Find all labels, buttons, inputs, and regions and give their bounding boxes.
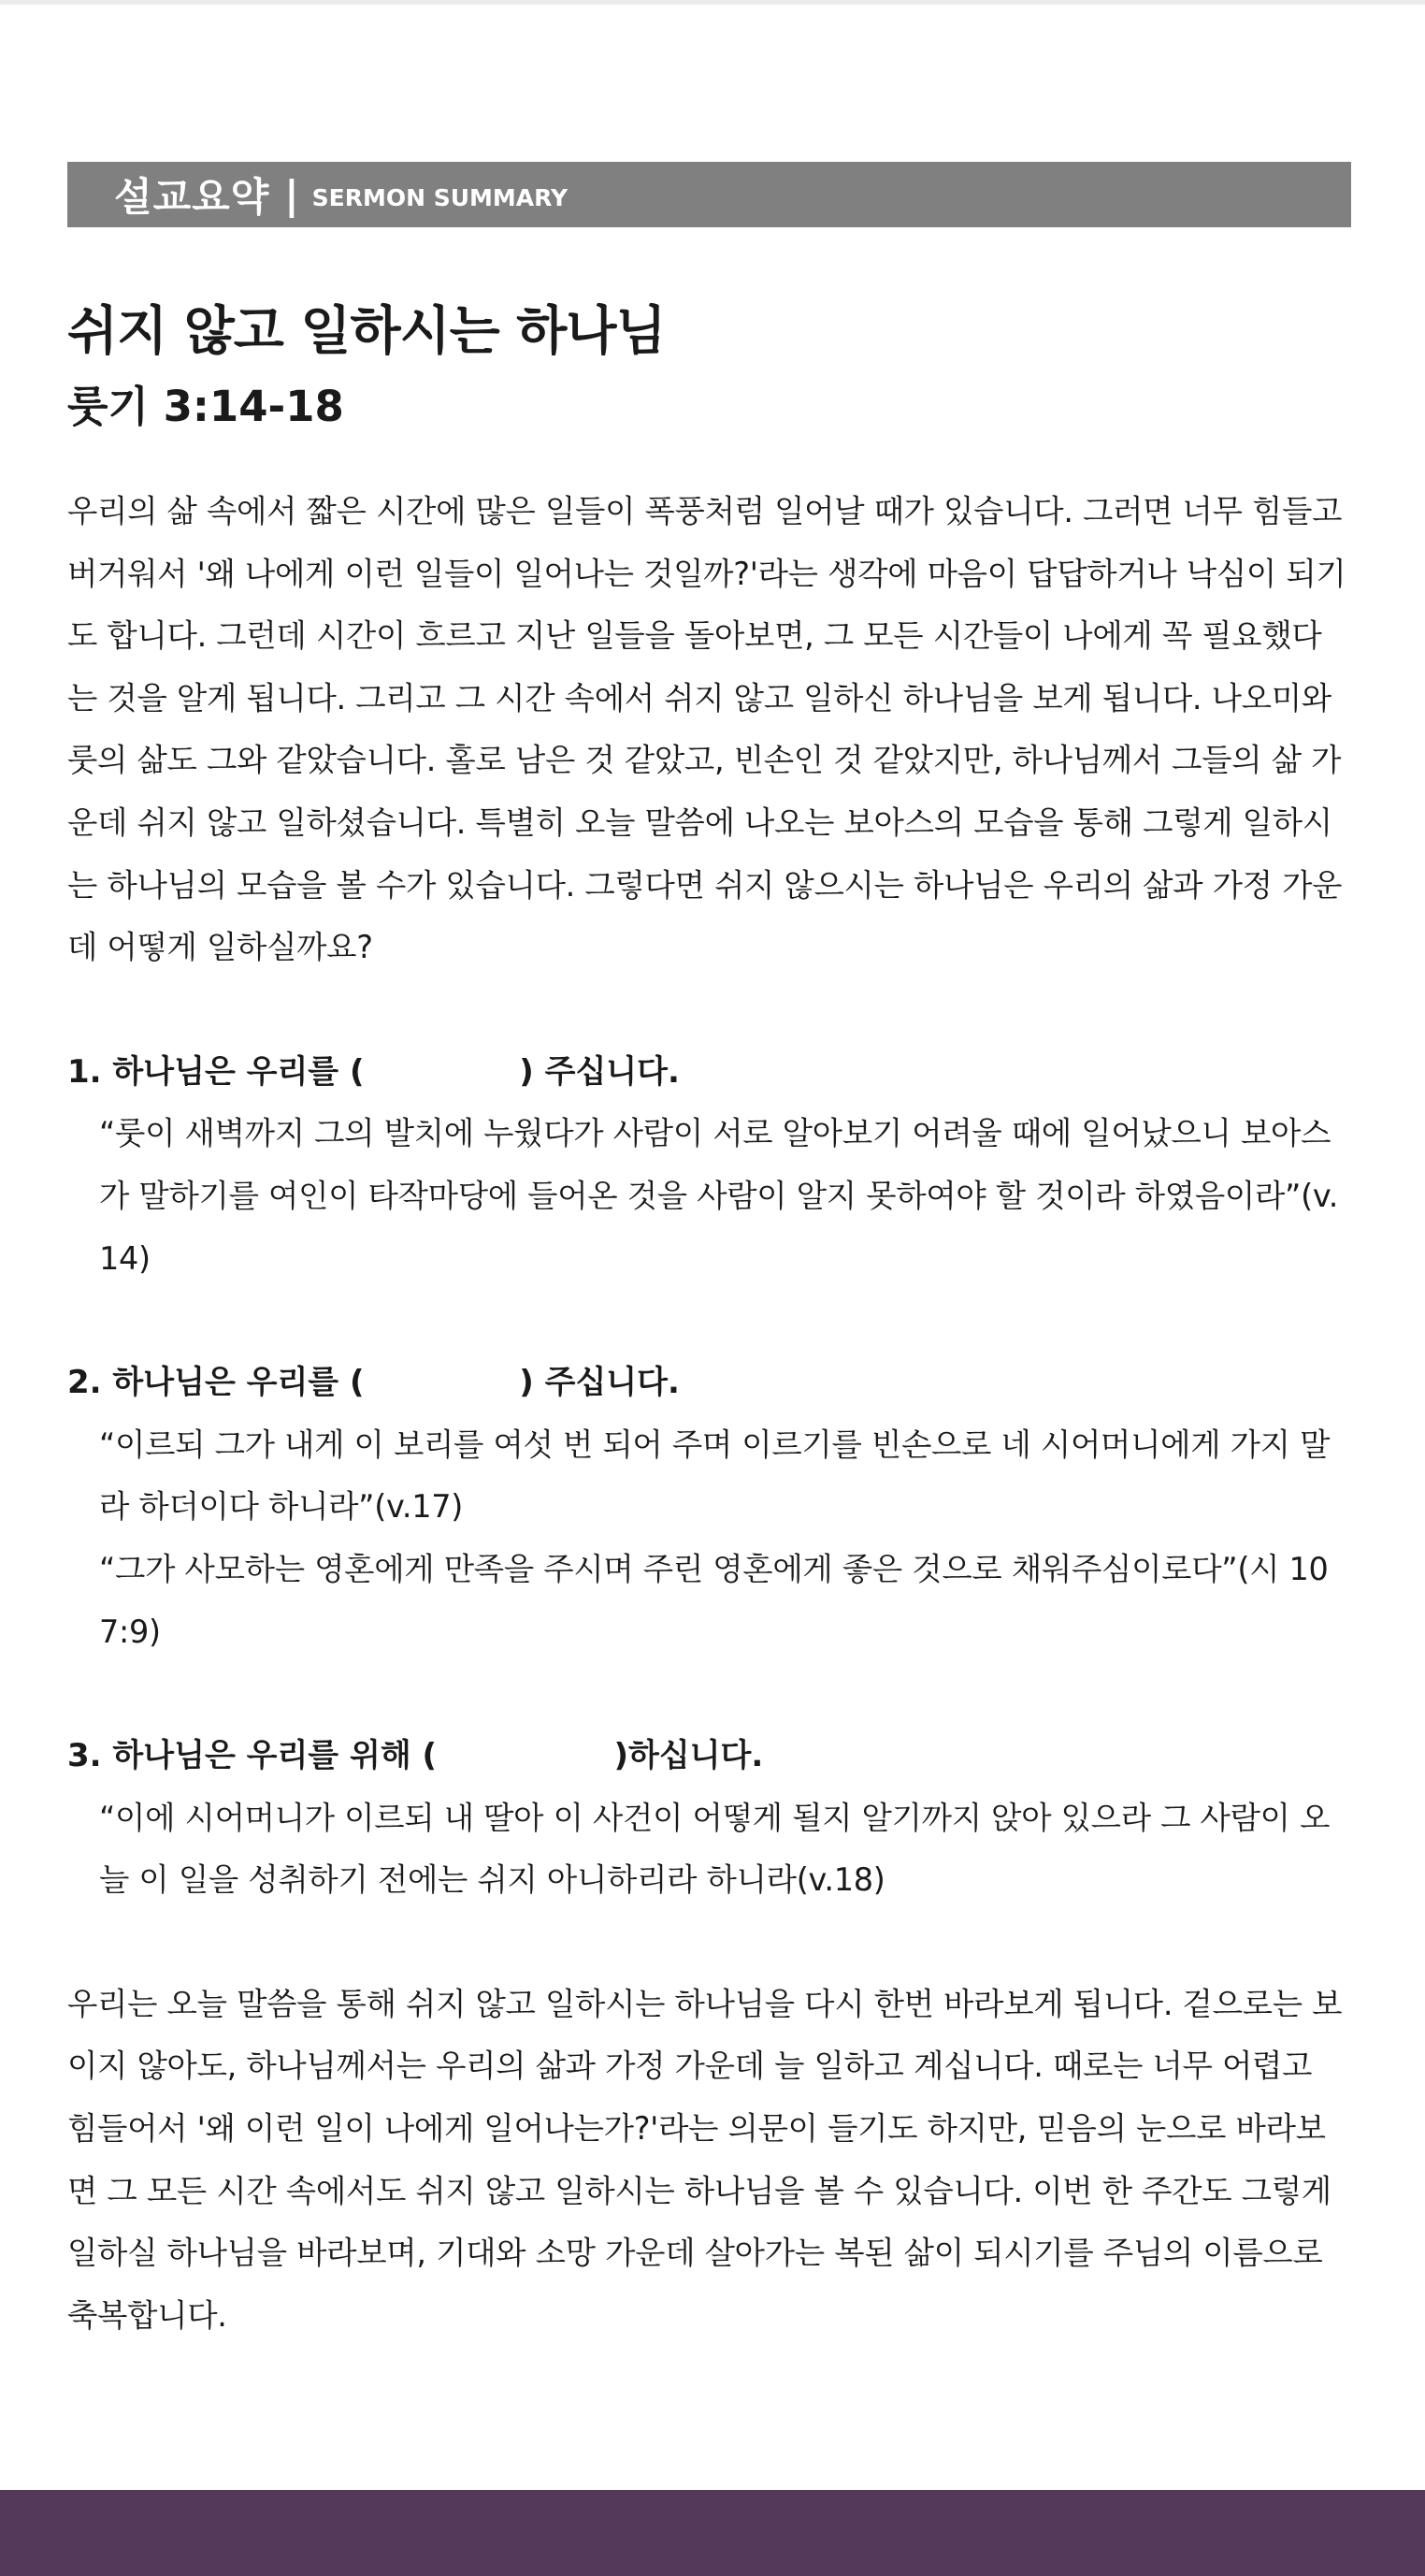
point-heading: 3. 하나님은 우리를 위해 ( )하십니다. xyxy=(67,1737,764,1775)
banner-separator: | xyxy=(284,171,299,218)
sermon-content xyxy=(67,290,1351,2347)
scripture-quote: “그가 사모하는 영혼에게 만족을 주시며 주린 영혼에게 좋은 것으로 채워주심이로다”(시 107:9) xyxy=(99,1550,1329,1650)
scripture-quote: “룻이 새벽까지 그의 발치에 누웠다가 사람이 서로 알아보기 어려울 때에 일어났으니 보아스가 말하기를 여인이 타작마당에 들어온 것을 사람이 알지 못하여야 할 것이라 하였음이라”(v.14) xyxy=(99,1115,1339,1277)
top-edge xyxy=(0,0,1425,5)
section-banner xyxy=(67,162,1351,227)
intro-paragraph: 우리의 삶 속에서 짧은 시간에 많은 일들이 폭풍처럼 일어날 때가 있습니다. 그러면 너무 힘들고 버거워서 '왜 나에게 이런 일들이 일어나는 것일까?'라는 생각에 마음이 답답하거나 낙심이 되기도 합니다. 그런데 시간이 흐르고 지난 일들을 돌아보면, 그 모든 시간들이 나에게 꼭 필요했다는 것을 알게 됩니다. 그리고 그 시간 속에서 쉬지 않고 일하신 하나님을 보게 됩니다. 나오미와 룻의 삶도 그와 같았습니다. 홀로 남은 것 같았고, 빈손인 것 같았지만, 하나님께서 그들의 삶 가운데 쉬지 않고 일하셨습니다. 특별히 오늘 말씀에 나오는 보아스의 모습을 통해 그렇게 일하시는 하나님의 모습을 볼 수가 있습니다. 그렇다면 쉬지 않으시는 하나님은 우리의 삶과 가정 가운데 어떻게 일하실까요? xyxy=(67,493,1346,966)
point-1 xyxy=(67,1041,1351,1290)
point-heading: 1. 하나님은 우리를 ( ) 주십니다. xyxy=(67,1052,680,1091)
point-heading: 2. 하나님은 우리를 ( ) 주십니다. xyxy=(67,1364,680,1402)
point-2 xyxy=(67,1352,1351,1663)
closing-paragraph: 우리는 오늘 말씀을 통해 쉬지 않고 일하시는 하나님을 다시 한번 바라보게 됩니다. 겉으로는 보이지 않아도, 하나님께서는 우리의 삶과 가정 가운데 늘 일하고 계십니다. 때로는 너무 어렵고 힘들어서 '왜 이런 일이 나에게 일어나는가?'라는 의문이 들기도 하지만, 믿음의 눈으로 바라보면 그 모든 시간 속에서도 쉬지 않고 일하시는 하나님을 볼 수 있습니다. 이번 한 주간도 그렇게 일하실 하나님을 바라보며, 기대와 소망 가운데 살아가는 복된 삶이 되시기를 주님의 이름으로 축복합니다. xyxy=(67,1985,1343,2334)
sermon-title: 쉬지 않고 일하시는 하나님 xyxy=(67,301,666,362)
footer-bar xyxy=(0,2490,1425,2576)
banner-title-english: SERMON SUMMARY xyxy=(311,183,569,211)
banner-title-korean: 설교요약 xyxy=(114,174,270,220)
scripture-reference: 룻기 3:14-18 xyxy=(67,382,344,431)
point-3 xyxy=(67,1725,1351,1912)
scripture-quote: “이에 시어머니가 이르되 내 딸아 이 사건이 어떻게 될지 알기까지 앉아 있으라 그 사람이 오늘 이 일을 성취하기 전에는 쉬지 아니하리라 하니라(v.18) xyxy=(99,1799,1331,1899)
scripture-quote: “이르되 그가 내게 이 보리를 여섯 번 되어 주며 이르기를 빈손으로 네 시어머니에게 가지 말라 하더이다 하니라”(v.17) xyxy=(99,1425,1331,1526)
